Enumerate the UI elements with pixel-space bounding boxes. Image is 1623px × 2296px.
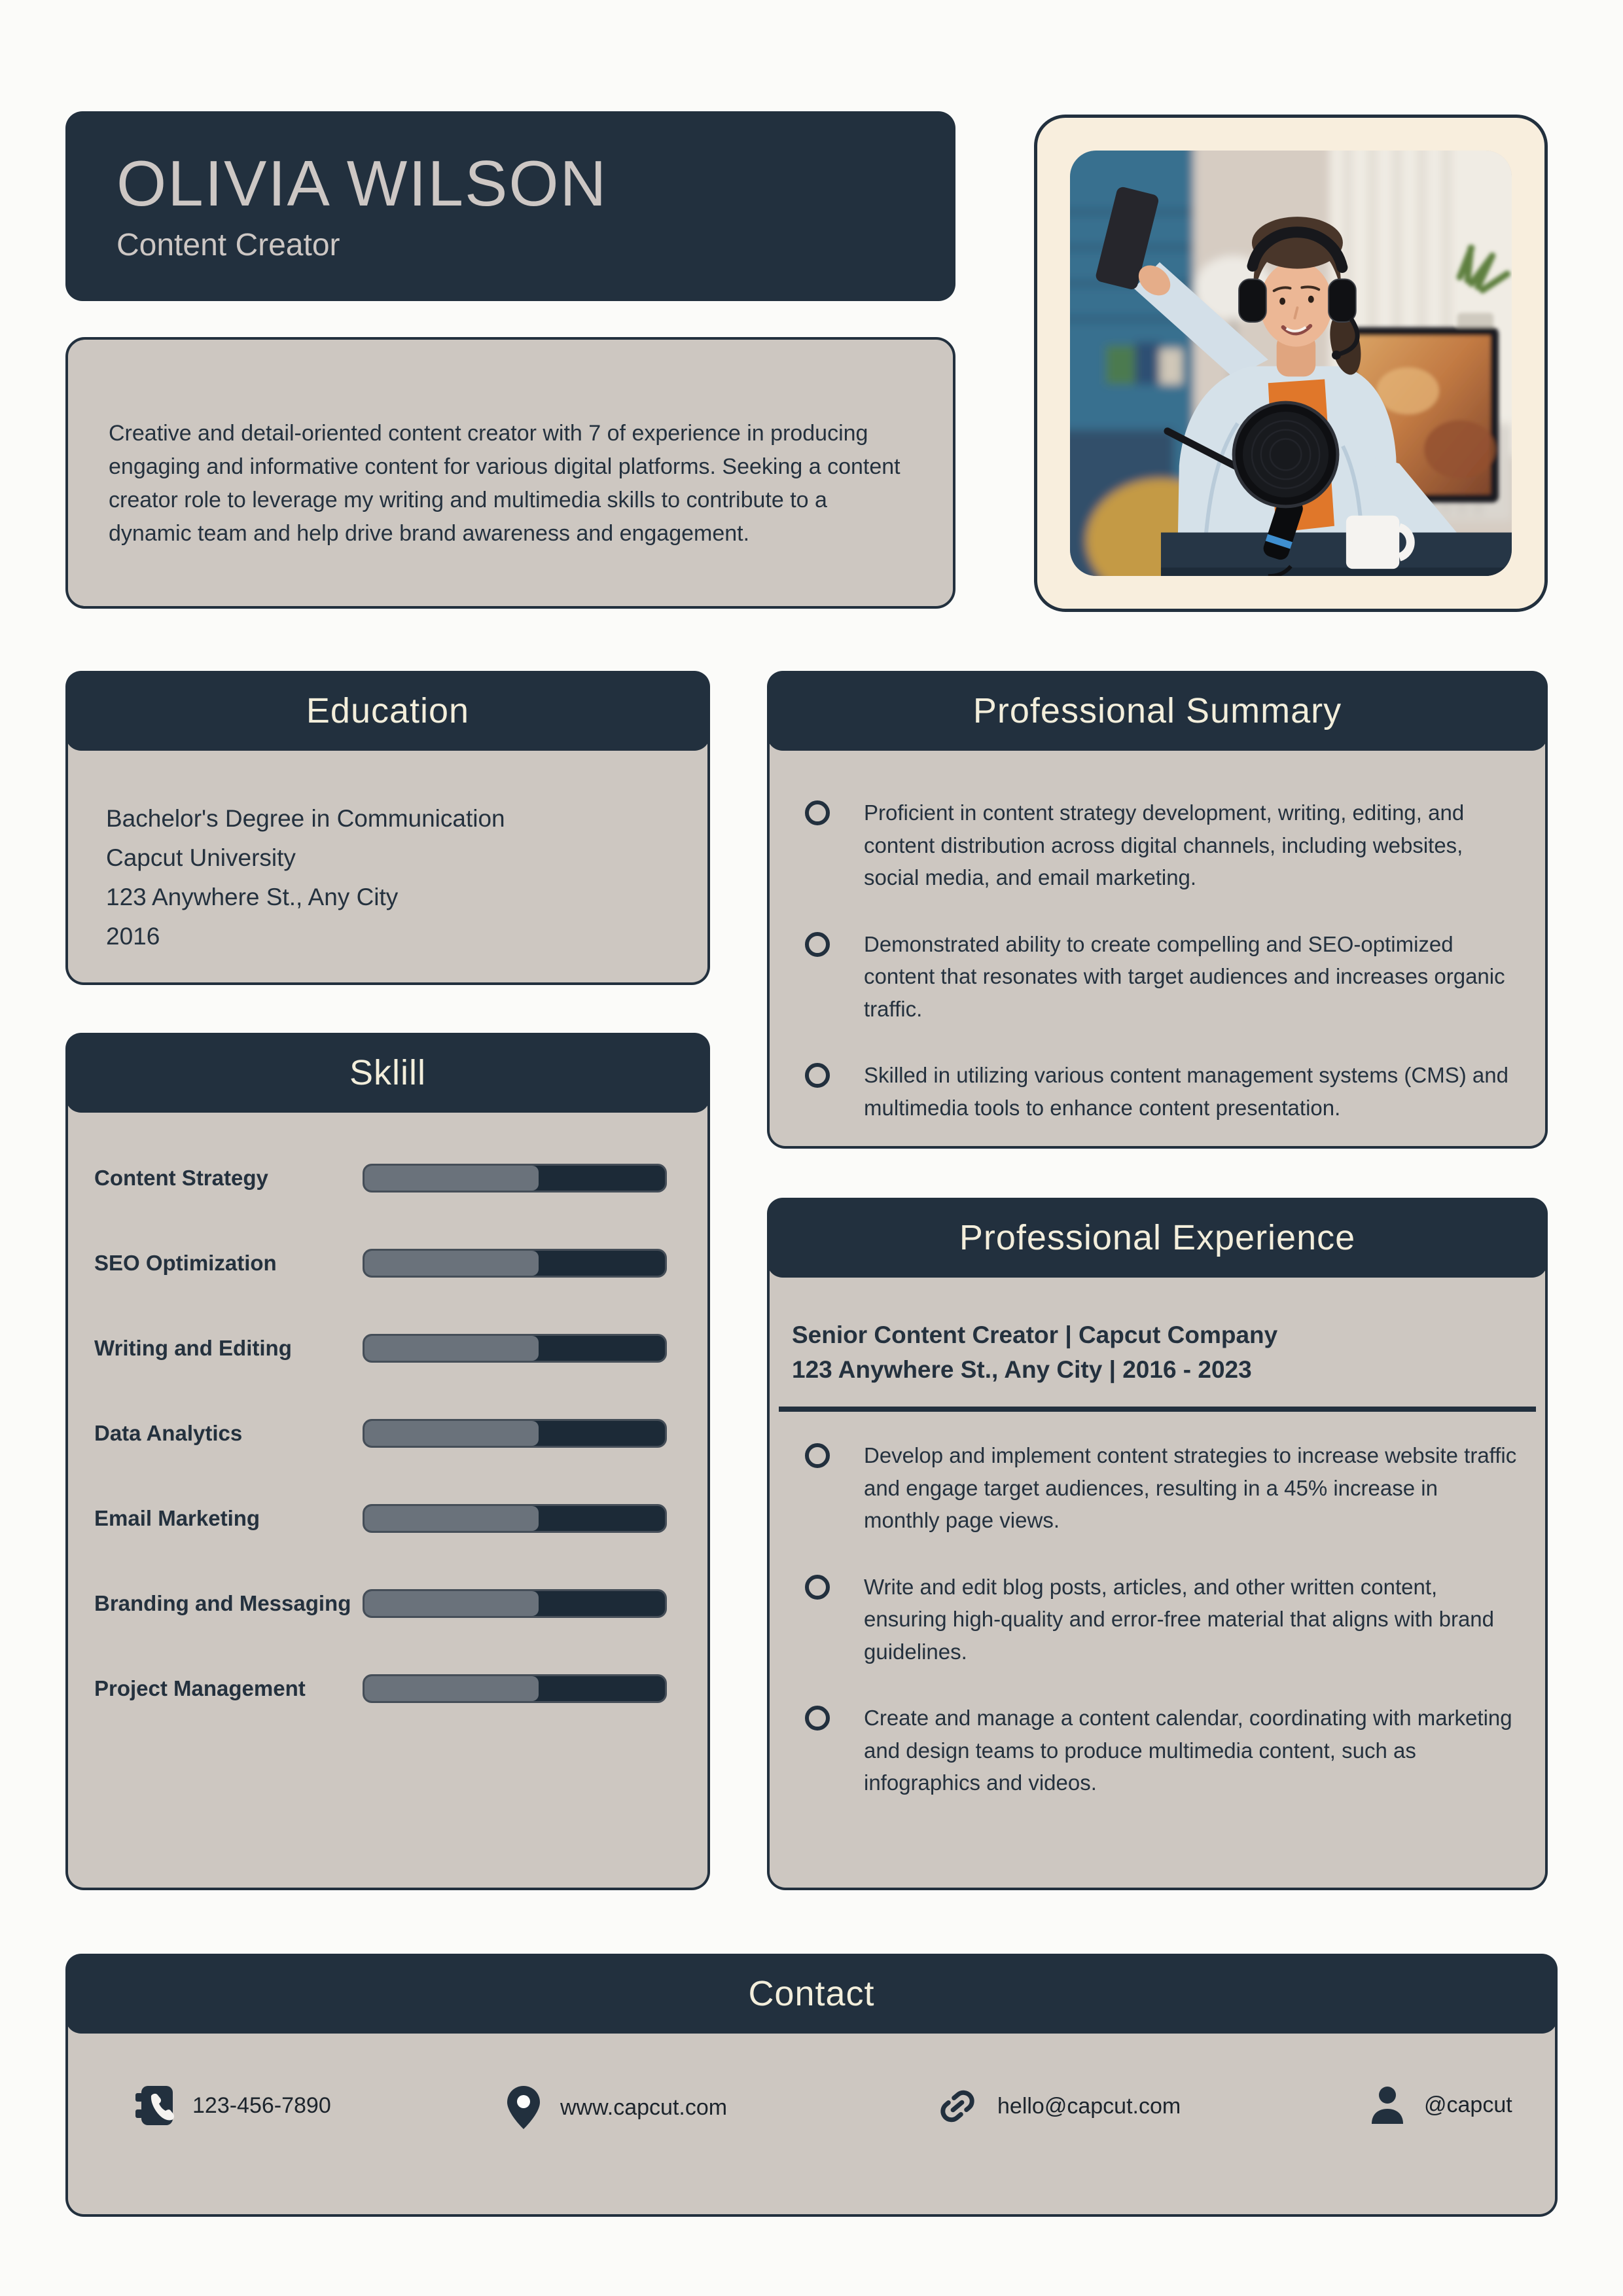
skill-progress-bar	[363, 1164, 667, 1193]
profile-photo-card	[1034, 115, 1548, 612]
contact-website	[505, 2085, 727, 2130]
experience-header	[767, 1198, 1548, 1278]
skill-progress-fill	[365, 1591, 539, 1616]
phone-icon	[134, 2085, 174, 2126]
contact-body	[65, 2017, 1558, 2217]
experience-divider	[779, 1407, 1536, 1412]
list-item	[801, 1571, 1519, 1668]
skill-progress-fill	[365, 1676, 539, 1701]
skill-label: Email Marketing	[94, 1506, 260, 1530]
skill-label: Branding and Messaging	[94, 1591, 351, 1615]
list-item	[801, 1702, 1519, 1799]
profile-photo	[1070, 151, 1512, 576]
social-handle: @capcut	[1424, 2092, 1512, 2117]
skill-label: Data Analytics	[94, 1421, 243, 1445]
skill-row	[94, 1244, 667, 1283]
education-degree: Bachelor's Degree in Communication	[106, 805, 505, 832]
skill-row	[94, 1584, 667, 1623]
list-item	[801, 1439, 1519, 1537]
phone-number: 123-456-7890	[192, 2092, 331, 2118]
education-title: Education	[306, 691, 470, 730]
skill-progress-bar	[363, 1249, 667, 1278]
experience-list	[770, 1412, 1545, 1799]
list-item	[801, 797, 1519, 894]
education-address: 123 Anywhere St., Any City	[106, 883, 399, 910]
skills-section	[65, 1033, 710, 1890]
skill-progress-fill	[365, 1166, 539, 1191]
skill-progress-bar	[363, 1504, 667, 1533]
list-item	[801, 928, 1519, 1026]
skills-header	[65, 1033, 710, 1113]
education-year: 2016	[106, 922, 160, 950]
skill-row	[94, 1158, 667, 1198]
link-icon	[936, 2085, 979, 2128]
professional-summary-section	[767, 671, 1548, 1149]
skills-title: Sklill	[349, 1053, 426, 1092]
skill-progress-fill	[365, 1251, 539, 1276]
bullet-circle-icon	[805, 1575, 830, 1600]
bullet-text: Write and edit blog posts, articles, and other written content, ensuring high-quality and error-free material that aligns with brand guidelines.	[864, 1574, 1495, 1664]
contact-phone	[134, 2085, 331, 2126]
professional-summary-title: Professional Summary	[972, 691, 1342, 730]
bullet-circle-icon	[805, 932, 830, 957]
professional-summary-body	[767, 734, 1548, 1149]
website-url: www.capcut.com	[560, 2094, 728, 2120]
education-school: Capcut University	[106, 844, 296, 871]
skill-label: SEO Optimization	[94, 1251, 277, 1275]
skill-row	[94, 1669, 667, 1708]
skill-progress-fill	[365, 1336, 539, 1361]
experience-role: Senior Content Creator | Capcut Company	[792, 1321, 1278, 1348]
education-body	[65, 734, 710, 985]
education-header	[65, 671, 710, 751]
bullet-text: Develop and implement content strategies to increase website traffic and engage target audiences, resulting in a 45% increase in monthly page views.	[864, 1443, 1517, 1533]
contact-handle	[1369, 2085, 1512, 2125]
experience-body	[767, 1261, 1548, 1890]
skill-label: Content Strategy	[94, 1166, 268, 1190]
list-item	[801, 1059, 1519, 1124]
skill-label: Project Management	[94, 1676, 306, 1700]
contact-header	[65, 1954, 1558, 2034]
contact-section	[65, 1954, 1558, 2217]
skill-label: Writing and Editing	[94, 1336, 292, 1360]
experience-section	[767, 1198, 1548, 1890]
bullet-circle-icon	[805, 1706, 830, 1731]
contact-email	[936, 2085, 1181, 2128]
experience-title: Professional Experience	[959, 1218, 1356, 1257]
professional-summary-list	[801, 797, 1519, 1124]
skill-progress-fill	[365, 1421, 539, 1446]
skill-progress-fill	[365, 1506, 539, 1531]
profile-photo-illustration	[1070, 151, 1512, 576]
skill-progress-bar	[363, 1674, 667, 1703]
profile-summary-card	[65, 337, 955, 609]
bullet-text: Proficient in content strategy development, writing, editing, and content distribution across digital channels, including websites, social media, and email marketing.	[864, 800, 1465, 889]
person-name: OLIVIA WILSON	[116, 147, 608, 219]
skills-body	[65, 1096, 710, 1890]
skill-row	[94, 1414, 667, 1453]
experience-location-dates: 123 Anywhere St., Any City | 2016 - 2023	[792, 1355, 1252, 1383]
bullet-text: Demonstrated ability to create compelling and SEO-optimized content that resonates with target audiences and increases organic traffic.	[864, 931, 1505, 1021]
profile-summary-text: Creative and detail-oriented content creator with 7 of experience in producing engaging and informative content for various digital platforms. Seeking a content creator role to leverage my writing and multimedia skills to contribute to a dynamic team and help drive brand awareness and engagement.	[109, 421, 901, 546]
skill-progress-bar	[363, 1419, 667, 1448]
user-icon	[1369, 2085, 1406, 2125]
name-header	[65, 111, 955, 301]
bullet-text: Skilled in utilizing various content management systems (CMS) and multimedia tools to enhance content presentation.	[864, 1063, 1508, 1120]
bullet-text: Create and manage a content calendar, coordinating with marketing and design teams to produce multimedia content, such as infographics and videos.	[864, 1706, 1512, 1795]
job-title: Content Creator	[116, 228, 340, 262]
location-icon	[505, 2085, 542, 2130]
skill-row	[94, 1329, 667, 1368]
bullet-circle-icon	[805, 800, 830, 825]
bullet-circle-icon	[805, 1063, 830, 1088]
professional-summary-header	[767, 671, 1548, 751]
skill-row	[94, 1499, 667, 1538]
skill-progress-bar	[363, 1334, 667, 1363]
education-section	[65, 671, 710, 985]
skill-progress-bar	[363, 1589, 667, 1618]
contact-title: Contact	[748, 1974, 875, 2013]
bullet-circle-icon	[805, 1443, 830, 1468]
email-address: hello@capcut.com	[997, 2093, 1181, 2119]
experience-role-block	[770, 1318, 1545, 1387]
